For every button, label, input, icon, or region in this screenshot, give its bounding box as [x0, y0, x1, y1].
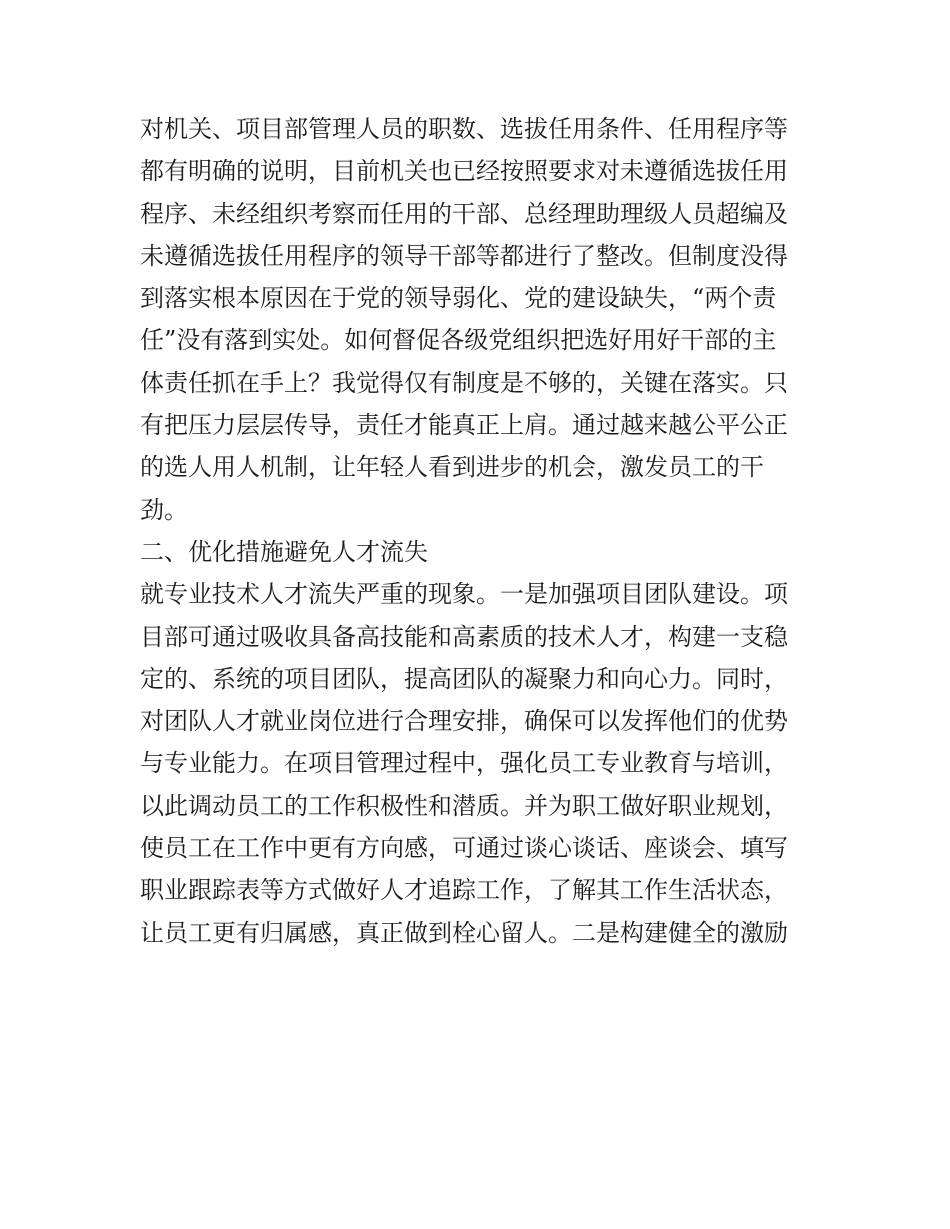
paragraph-line: 就专业技术人才流失严重的现象。一是加强项目团队建设。项	[140, 580, 788, 609]
paragraph-line: 目部可通过吸收具备高技能和高素质的技术人才，构建一支稳	[140, 622, 788, 651]
paragraph-line: 的选人用人机制，让年轻人看到进步的机会，激发员工的干	[140, 453, 764, 482]
paragraph-line: 职业跟踪表等方式做好人才追踪工作，了解其工作生活状态，	[140, 876, 788, 905]
paragraph-line: 任”没有落到实处。如何督促各级党组织把选好用好干部的主	[140, 326, 777, 355]
paragraph-line: 体责任抓在手上？我觉得仅有制度是不够的，关键在落实。只	[140, 368, 788, 397]
paragraph-line: 未遵循选拔任用程序的领导干部等都进行了整改。但制度没得	[140, 241, 788, 270]
section-heading: 二、优化措施避免人才流失	[140, 537, 428, 566]
paragraph-line: 以此调动员工的工作积极性和潜质。并为职工做好职业规划，	[140, 791, 788, 820]
paragraph-line: 对机关、项目部管理人员的职数、选拔任用条件、任用程序等	[140, 115, 788, 143]
paragraph-line: 使员工在工作中更有方向感，可通过谈心谈话、座谈会、填写	[140, 834, 788, 863]
paragraph-line: 程序、未经组织考察而任用的干部、总经理助理级人员超编及	[140, 199, 788, 228]
paragraph-line: 定的、系统的项目团队，提高团队的凝聚力和向心力。同时，	[140, 664, 788, 693]
paragraph-line: 都有明确的说明，目前机关也已经按照要求对未遵循选拔任用	[140, 157, 788, 186]
paragraph-line: 对团队人才就业岗位进行合理安排，确保可以发挥他们的优势	[140, 707, 788, 736]
paragraph-line: 让员工更有归属感，真正做到栓心留人。二是构建健全的激励	[140, 918, 788, 947]
paragraph-line: 有把压力层层传导，责任才能真正上肩。通过越来越公平公正	[140, 411, 788, 440]
paragraph-line: 到落实根本原因在于党的领导弱化、党的建设缺失，“两个责	[140, 284, 777, 313]
paragraph-line: 与专业能力。在项目管理过程中，强化员工专业教育与培训，	[140, 749, 788, 778]
paragraph-line: 劲。	[140, 495, 188, 524]
document-body	[140, 108, 820, 954]
